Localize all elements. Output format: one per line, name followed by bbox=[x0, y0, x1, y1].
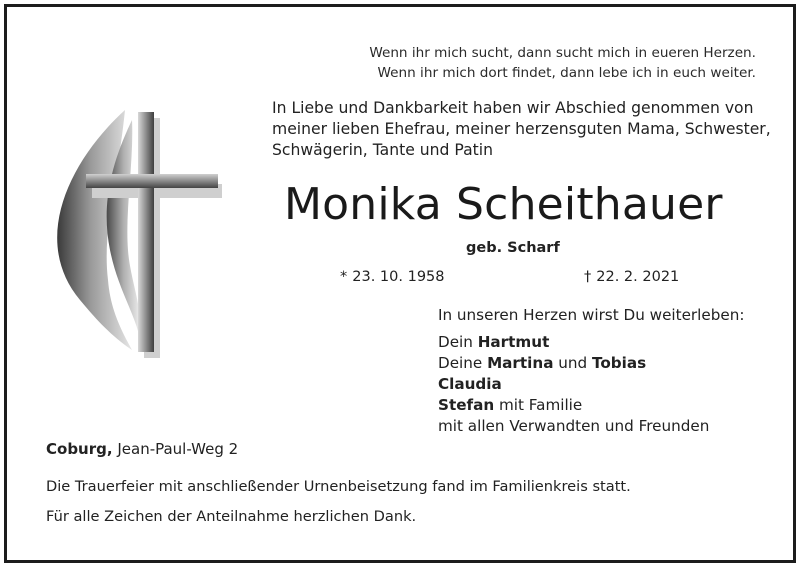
death-date-value: 22. 2. 2021 bbox=[596, 269, 680, 285]
death-date bbox=[584, 269, 679, 285]
mourner-row bbox=[438, 374, 778, 395]
mourner-prefix: Deine bbox=[438, 354, 483, 372]
deceased-name: Monika Scheithauer bbox=[284, 179, 723, 230]
motto-line: Wenn ihr mich dort findet, dann lebe ich in euch weiter. bbox=[377, 65, 756, 81]
address bbox=[46, 440, 238, 458]
funeral-notice: Die Trauerfeier mit anschließender Urnenbeisetzung fand im Familienkreis statt. bbox=[46, 478, 631, 495]
mourner-suffix: mit Familie bbox=[499, 396, 583, 414]
mourner-name: Claudia bbox=[438, 375, 502, 393]
mourner-row bbox=[438, 353, 778, 374]
address-street: Jean-Paul-Weg 2 bbox=[117, 440, 239, 458]
birth-symbol: * bbox=[340, 269, 348, 285]
motto-line: Wenn ihr mich sucht, dann sucht mich in eueren Herzen. bbox=[369, 45, 756, 61]
mourner-row: mit allen Verwandten und Freunden bbox=[438, 417, 710, 435]
address-city: Coburg, bbox=[46, 440, 113, 458]
intro-line: Schwägerin, Tante und Patin bbox=[272, 141, 493, 159]
mourner-joiner: und bbox=[558, 354, 588, 372]
mourner-prefix: Dein bbox=[438, 333, 473, 351]
death-symbol: † bbox=[584, 269, 592, 285]
cross-flame-icon bbox=[40, 100, 230, 360]
mourner-name: Martina bbox=[487, 354, 554, 372]
thanks-notice: Für alle Zeichen der Anteilnahme herzlichen Dank. bbox=[46, 508, 417, 525]
maiden-name: geb. Scharf bbox=[466, 240, 560, 256]
mourners-lead: In unseren Herzen wirst Du weiterleben: bbox=[438, 306, 745, 324]
birth-date bbox=[340, 269, 445, 285]
mourners-list bbox=[438, 305, 778, 437]
intro-line: In Liebe und Dankbarkeit haben wir Abschied genommen von bbox=[272, 99, 754, 117]
mourner-row bbox=[438, 395, 778, 416]
motto bbox=[296, 43, 756, 83]
mourner-name: Stefan bbox=[438, 396, 495, 414]
mourner-name: Hartmut bbox=[477, 333, 550, 351]
mourner-row bbox=[438, 332, 778, 353]
intro-text bbox=[272, 98, 772, 161]
mourner-name: Tobias bbox=[592, 354, 647, 372]
birth-date-value: 23. 10. 1958 bbox=[352, 269, 445, 285]
intro-line: meiner lieben Ehefrau, meiner herzensguten Mama, Schwester, bbox=[272, 120, 771, 138]
